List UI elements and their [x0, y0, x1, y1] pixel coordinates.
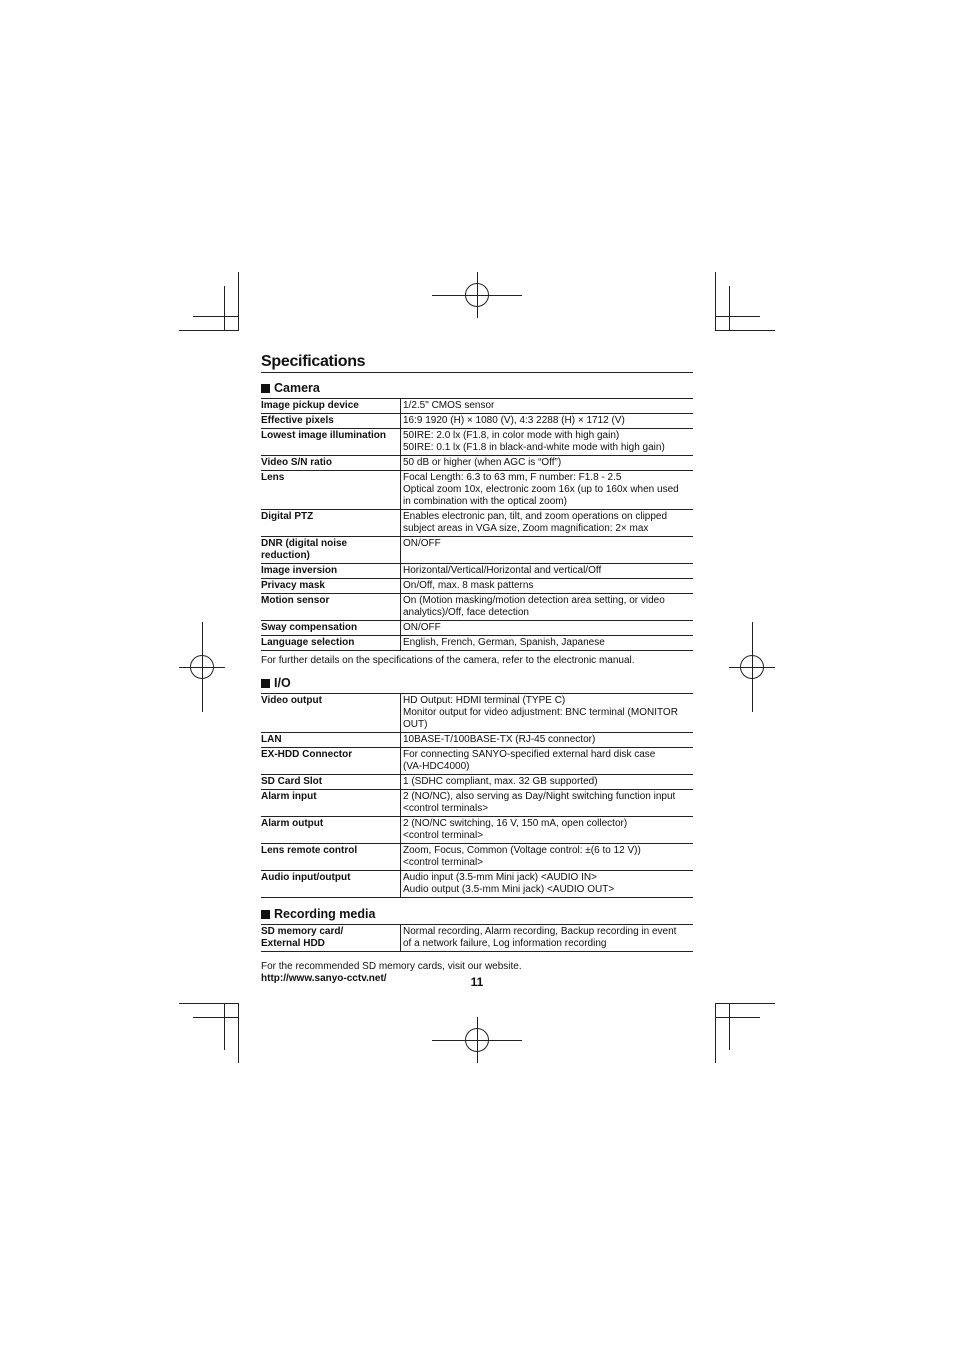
spec-label — [261, 775, 401, 790]
spec-value-line: 50 dB or higher (when AGC is “Off”) — [403, 457, 562, 468]
spec-value-line: Focal Length: 6.3 to 63 mm, F number: F1.8 - 2.5 — [403, 472, 622, 483]
spec-label-line: Lens remote control — [261, 845, 358, 856]
section-heading — [261, 907, 693, 922]
spec-value-line: analytics)/Off, face detection — [403, 607, 529, 618]
spec-value — [401, 537, 694, 564]
spec-label — [261, 399, 401, 414]
spec-value-line: 2 (NO/NC switching, 16 V, 150 mA, open collector) — [403, 818, 628, 829]
spec-value — [401, 871, 694, 898]
spec-value-line: ON/OFF — [403, 622, 441, 633]
spec-value — [401, 748, 694, 775]
spec-row — [261, 579, 693, 594]
spec-label-line: Lens — [261, 472, 285, 483]
footer-note: For the recommended SD memory cards, visit our website. — [261, 961, 522, 972]
spec-row — [261, 564, 693, 579]
spec-label — [261, 471, 401, 510]
spec-value-line: For connecting SANYO-specified external hard disk case — [403, 749, 656, 760]
spec-label-line: External HDD — [261, 938, 325, 949]
spec-value — [401, 733, 694, 748]
spec-value — [401, 775, 694, 790]
spec-value-line: Audio input (3.5-mm Mini jack) <AUDIO IN> — [403, 872, 597, 883]
spec-value-line: OUT) — [403, 719, 428, 730]
spec-value-line: in combination with the optical zoom) — [403, 496, 567, 507]
spec-value-line: Normal recording, Alarm recording, Backup recording in event — [403, 926, 677, 937]
spec-row — [261, 594, 693, 621]
spec-label-line: Privacy mask — [261, 580, 325, 591]
spec-label-line: DNR (digital noise — [261, 538, 348, 549]
spec-row — [261, 775, 693, 790]
section-heading-text: Recording media — [274, 907, 376, 921]
spec-label — [261, 925, 401, 952]
spec-label-line: Video output — [261, 695, 322, 706]
spec-value-line: (VA-HDC4000) — [403, 761, 470, 772]
spec-label-line: Audio input/output — [261, 872, 351, 883]
spec-label — [261, 429, 401, 456]
spec-label-line: LAN — [261, 734, 282, 745]
spec-label — [261, 790, 401, 817]
spec-value — [401, 429, 694, 456]
spec-label — [261, 844, 401, 871]
spec-row — [261, 429, 693, 456]
spec-row — [261, 871, 693, 898]
spec-label-line: Video S/N ratio — [261, 457, 332, 468]
spec-label-line: reduction) — [261, 550, 310, 561]
spec-value — [401, 471, 694, 510]
spec-value — [401, 564, 694, 579]
spec-value-line: On (Motion masking/motion detection area setting, or video — [403, 595, 665, 606]
spec-value-line: Optical zoom 10x, electronic zoom 16x (up to 160x when used — [403, 484, 679, 495]
spec-table — [261, 398, 693, 651]
spec-row — [261, 621, 693, 636]
spec-value-line: 16:9 1920 (H) × 1080 (V), 4:3 2288 (H) × 1712 (V) — [403, 415, 625, 426]
spec-row — [261, 456, 693, 471]
spec-value-line: 2 (NO/NC), also serving as Day/Night switching function input — [403, 791, 676, 802]
spec-row — [261, 925, 693, 952]
spec-row — [261, 399, 693, 414]
spec-row — [261, 636, 693, 651]
specifications-page — [261, 352, 693, 994]
spec-value-line: <control terminals> — [403, 803, 489, 814]
spec-row — [261, 414, 693, 429]
spec-value-line: Zoom, Focus, Common (Voltage control: ±(6 to 12 V)) — [403, 845, 641, 856]
spec-value — [401, 790, 694, 817]
spec-label — [261, 579, 401, 594]
section-heading-text: I/O — [274, 676, 291, 690]
spec-value-line: On/Off, max. 8 mask patterns — [403, 580, 534, 591]
page-number: 11 — [470, 975, 484, 989]
spec-value-line: Audio output (3.5-mm Mini jack) <AUDIO OUT> — [403, 884, 615, 895]
spec-label — [261, 733, 401, 748]
spec-row — [261, 844, 693, 871]
spec-value — [401, 621, 694, 636]
spec-table — [261, 693, 693, 898]
spec-value — [401, 456, 694, 471]
spec-sections — [261, 381, 693, 952]
spec-label-line: Image inversion — [261, 565, 338, 576]
spec-label-line: Motion sensor — [261, 595, 330, 606]
spec-label-line: SD Card Slot — [261, 776, 323, 787]
spec-row — [261, 733, 693, 748]
spec-value-line: subject areas in VGA size, Zoom magnification: 2× max — [403, 523, 649, 534]
spec-value-line: 1/2.5" CMOS sensor — [403, 400, 495, 411]
spec-label-line: Alarm output — [261, 818, 324, 829]
spec-value-line: English, French, German, Spanish, Japanese — [403, 637, 605, 648]
spec-label-line: Digital PTZ — [261, 511, 314, 522]
spec-table — [261, 924, 693, 952]
square-bullet-icon — [261, 679, 270, 688]
spec-row — [261, 510, 693, 537]
spec-value-line: Enables electronic pan, tilt, and zoom operations on clipped — [403, 511, 668, 522]
spec-value-line: Monitor output for video adjustment: BNC terminal (MONITOR — [403, 707, 678, 718]
spec-label-line: Lowest image illumination — [261, 430, 387, 441]
spec-label — [261, 510, 401, 537]
footer-url[interactable]: http://www.sanyo-cctv.net/ — [261, 973, 387, 984]
spec-label — [261, 694, 401, 733]
spec-value-line: 50IRE: 0.1 lx (F1.8 in black-and-white mode with high gain) — [403, 442, 665, 453]
spec-value — [401, 399, 694, 414]
spec-value-line: HD Output: HDMI terminal (TYPE C) — [403, 695, 566, 706]
spec-label-line: Image pickup device — [261, 400, 359, 411]
spec-label-line: Alarm input — [261, 791, 317, 802]
spec-value-line: <control terminal> — [403, 830, 484, 841]
spec-label-line: SD memory card/ — [261, 926, 344, 937]
spec-value-line: <control terminal> — [403, 857, 484, 868]
spec-label-line: Effective pixels — [261, 415, 334, 426]
spec-row — [261, 817, 693, 844]
spec-value-line: 10BASE-T/100BASE-TX (RJ-45 connector) — [403, 734, 596, 745]
section-note: For further details on the specifications of the camera, refer to the electronic manual. — [261, 655, 635, 666]
spec-label — [261, 594, 401, 621]
spec-value — [401, 694, 694, 733]
spec-value — [401, 510, 694, 537]
spec-value — [401, 414, 694, 429]
page-title: Specifications — [261, 352, 693, 373]
spec-row — [261, 748, 693, 775]
spec-value-line: Horizontal/Vertical/Horizontal and vertical/Off — [403, 565, 602, 576]
spec-value-line: ON/OFF — [403, 538, 441, 549]
spec-label — [261, 414, 401, 429]
square-bullet-icon — [261, 910, 270, 919]
spec-label — [261, 564, 401, 579]
spec-value-line: 1 (SDHC compliant, max. 32 GB supported) — [403, 776, 598, 787]
spec-value — [401, 844, 694, 871]
spec-value-line: of a network failure, Log information recording — [403, 938, 607, 949]
spec-value — [401, 579, 694, 594]
spec-label-line: Sway compensation — [261, 622, 358, 633]
section-heading-text: Camera — [274, 381, 320, 395]
spec-label-line: EX-HDD Connector — [261, 749, 353, 760]
spec-label — [261, 871, 401, 898]
spec-label — [261, 817, 401, 844]
spec-row — [261, 471, 693, 510]
spec-label — [261, 456, 401, 471]
spec-value — [401, 636, 694, 651]
spec-label — [261, 748, 401, 775]
spec-label — [261, 636, 401, 651]
spec-value — [401, 594, 694, 621]
spec-label — [261, 537, 401, 564]
square-bullet-icon — [261, 384, 270, 393]
spec-label-line: Language selection — [261, 637, 355, 648]
spec-value — [401, 817, 694, 844]
section-heading — [261, 676, 693, 691]
spec-row — [261, 694, 693, 733]
spec-row — [261, 537, 693, 564]
spec-label — [261, 621, 401, 636]
spec-row — [261, 790, 693, 817]
section-heading — [261, 381, 693, 396]
spec-value-line: 50IRE: 2.0 lx (F1.8, in color mode with high gain) — [403, 430, 620, 441]
spec-value — [401, 925, 694, 952]
